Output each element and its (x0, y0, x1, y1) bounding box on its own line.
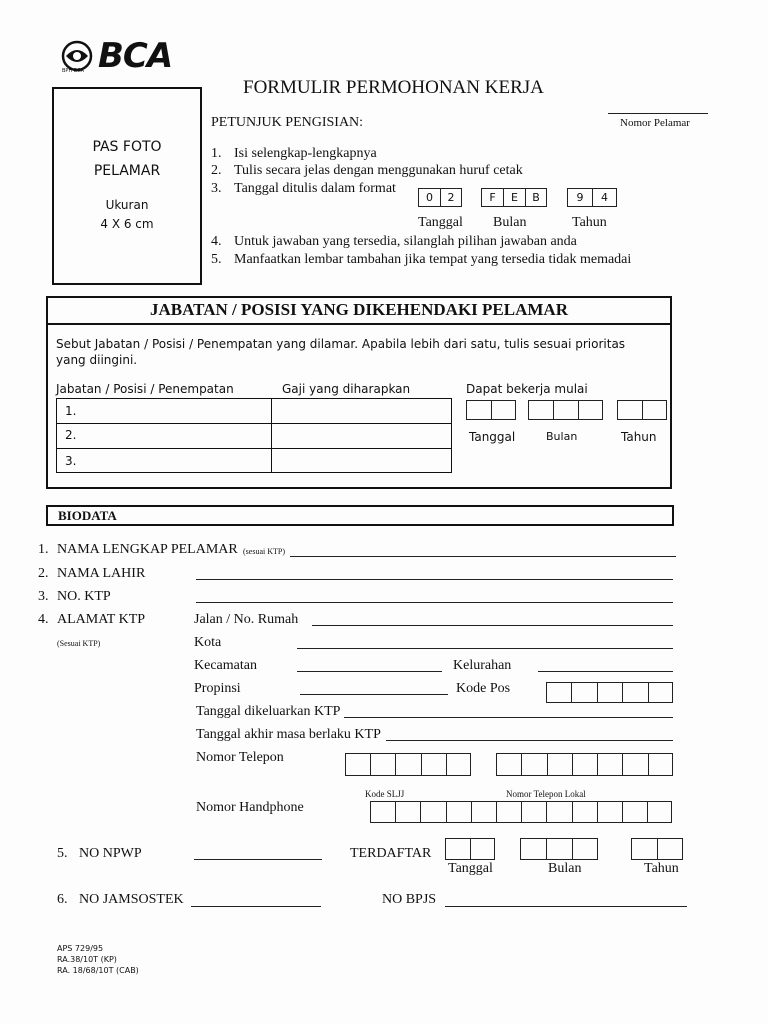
mobile-cell[interactable] (572, 801, 597, 823)
area-code-cell[interactable] (395, 753, 420, 776)
date-example-year-label: Tahun (572, 215, 607, 230)
postal-code-cell[interactable] (571, 682, 596, 703)
field-num-5: 5. (57, 846, 68, 861)
local-phone-cell[interactable] (648, 753, 673, 776)
postal-code-field[interactable] (546, 682, 673, 703)
registered-year-label: Tahun (644, 861, 679, 876)
field-num-1: 1. (38, 542, 49, 557)
table-row-num: 1. (65, 404, 77, 418)
local-phone-cell[interactable] (597, 753, 622, 776)
area-code-cell[interactable] (421, 753, 446, 776)
start-month-label: Bulan (546, 430, 578, 443)
full-name-note: (sesuai KTP) (243, 547, 285, 556)
registered-month-label: Bulan (548, 861, 582, 876)
field-num-4: 4. (38, 612, 49, 627)
district-label: Kecamatan (194, 658, 257, 673)
table-row-num: 2. (65, 428, 77, 442)
area-code-cell[interactable] (345, 753, 370, 776)
position-section-header (48, 298, 670, 325)
photo-size-value: 4 X 6 cm (100, 217, 154, 231)
birth-name-label: NAMA LAHIR (57, 566, 146, 581)
mobile-cell[interactable] (471, 801, 496, 823)
ktp-number-input[interactable] (196, 602, 673, 603)
full-name-label: NAMA LENGKAP PELAMAR (57, 542, 238, 557)
photo-label-2: PELAMAR (93, 163, 161, 179)
local-phone-field[interactable] (496, 753, 673, 776)
postal-code-cell[interactable] (597, 682, 622, 703)
position-section-title: JABATAN / POSISI YANG DIKEHENDAKI PELAMAR (150, 300, 568, 319)
instruction-num-4: 4. (211, 234, 222, 249)
start-month-cell[interactable] (528, 400, 553, 420)
position-section (46, 296, 672, 489)
date-example-year-cell: 9 (567, 188, 592, 207)
province-input[interactable] (300, 694, 448, 695)
date-example-day-label: Tanggal (418, 215, 463, 230)
date-example-year (567, 188, 617, 207)
ktp-issued-label: Tanggal dikeluarkan KTP (196, 704, 341, 719)
table-row-num: 3. (65, 454, 77, 468)
instruction-num-3: 3. (211, 181, 222, 196)
city-label: Kota (194, 635, 222, 650)
phone-label: Nomor Telepon (196, 750, 284, 765)
position-table (56, 398, 452, 473)
province-label: Propinsi (194, 681, 241, 696)
postal-code-cell[interactable] (648, 682, 673, 703)
date-example-month-cell: F (481, 188, 503, 207)
bca-logo-sub: BPH BCA (62, 68, 85, 74)
instruction-num-1: 1. (211, 146, 222, 161)
field-num-6: 6. (57, 892, 68, 907)
biodata-title: BIODATA (58, 508, 117, 523)
registered-day-label: Tanggal (448, 861, 493, 876)
table-row[interactable] (57, 399, 451, 424)
village-label: Kelurahan (453, 658, 512, 673)
date-example-day-cell: 0 (418, 188, 440, 207)
ktp-expiry-input[interactable] (386, 740, 673, 741)
mobile-cell[interactable] (546, 801, 571, 823)
start-month-cell[interactable] (578, 400, 603, 420)
registered-day-cell[interactable] (445, 838, 470, 860)
position-col-header: Jabatan / Posisi / Penempatan (56, 382, 234, 396)
mobile-cell[interactable] (446, 801, 471, 823)
bpjs-label: NO BPJS (382, 892, 437, 907)
start-date-label: Dapat bekerja mulai (466, 382, 588, 396)
applicant-number-label: Nomor Pelamar (620, 117, 690, 129)
field-num-2: 2. (38, 566, 49, 581)
bpjs-input[interactable] (445, 906, 687, 907)
instruction-num-2: 2. (211, 163, 222, 178)
npwp-input[interactable] (194, 859, 322, 860)
ktp-issued-input[interactable] (344, 717, 673, 718)
local-phone-cell[interactable] (572, 753, 597, 776)
date-example-day (418, 188, 462, 207)
mobile-label: Nomor Handphone (196, 800, 304, 815)
mobile-cell[interactable] (395, 801, 420, 823)
district-input[interactable] (297, 671, 442, 672)
ktp-address-label: ALAMAT KTP (57, 612, 146, 627)
start-month-field[interactable] (528, 400, 603, 420)
instruction-text-3: Tanggal ditulis dalam format (234, 181, 396, 196)
instruction-text-4: Untuk jawaban yang tersedia, silanglah pilihan jawaban anda (234, 234, 577, 249)
mobile-cell[interactable] (420, 801, 445, 823)
applicant-number-line[interactable] (608, 113, 708, 114)
area-code-label: Kode SLJJ (365, 789, 405, 799)
footer-code-3: RA. 18/68/10T (CAB) (57, 966, 139, 975)
date-example-day-cell: 2 (440, 188, 462, 207)
photo-box (52, 87, 202, 285)
field-num-3: 3. (38, 589, 49, 604)
registered-year-cell[interactable] (631, 838, 657, 860)
start-year-cell[interactable] (617, 400, 642, 420)
postal-code-cell[interactable] (546, 682, 571, 703)
ktp-address-note: (Sesuai KTP) (57, 639, 101, 648)
bca-logo (58, 36, 183, 76)
start-year-label: Tahun (621, 430, 657, 444)
npwp-label: NO NPWP (79, 846, 142, 861)
start-day-label: Tanggal (469, 430, 516, 444)
photo-label-1: PAS FOTO (92, 139, 162, 155)
registered-month-cell[interactable] (572, 838, 598, 860)
registered-year-cell[interactable] (657, 838, 683, 860)
footer-code-2: RA.38/10T (KP) (57, 955, 117, 964)
instruction-text-5: Manfaatkan lembar tambahan jika tempat yang tersedia tidak memadai (234, 252, 632, 267)
footer-code-1: APS 729/95 (57, 944, 104, 953)
local-phone-cell[interactable] (496, 753, 521, 776)
date-example-month-cell: E (503, 188, 525, 207)
mobile-cell[interactable] (622, 801, 647, 823)
street-label: Jalan / No. Rumah (194, 612, 299, 627)
ktp-expiry-label: Tanggal akhir masa berlaku KTP (196, 727, 381, 742)
registered-year-field[interactable] (631, 838, 683, 860)
instruction-text-2: Tulis secara jelas dengan menggunakan huruf cetak (234, 163, 523, 178)
area-code-field[interactable] (345, 753, 471, 776)
start-day-field[interactable] (466, 400, 516, 420)
registered-month-cell[interactable] (520, 838, 546, 860)
mobile-cell[interactable] (370, 801, 395, 823)
bca-logo-text: BCA (98, 36, 173, 76)
registered-month-cell[interactable] (546, 838, 572, 860)
full-name-input[interactable] (290, 556, 676, 557)
mobile-cell[interactable] (597, 801, 622, 823)
area-code-cell[interactable] (446, 753, 471, 776)
registered-day-field[interactable] (445, 838, 495, 860)
postal-label: Kode Pos (456, 681, 511, 696)
salary-col-header: Gaji yang diharapkan (282, 382, 411, 396)
instruction-text-1: Isi selengkap-lengkapnya (234, 146, 377, 161)
registered-label: TERDAFTAR (350, 846, 432, 861)
instruction-num-5: 5. (211, 252, 222, 267)
jamsostek-label: NO JAMSOSTEK (79, 892, 184, 907)
date-example-year-cell: 4 (592, 188, 617, 207)
instructions-heading: PETUNJUK PENGISIAN: (211, 115, 364, 130)
start-day-cell[interactable] (491, 400, 516, 420)
biodata-header (46, 505, 674, 526)
local-phone-cell[interactable] (521, 753, 546, 776)
photo-size-label: Ukuran (105, 198, 149, 212)
registered-month-field[interactable] (520, 838, 598, 860)
local-phone-label: Nomor Telepon Lokal (506, 789, 586, 799)
table-row[interactable] (57, 449, 451, 472)
date-example-month (481, 188, 547, 207)
mobile-cell[interactable] (647, 801, 672, 823)
village-input[interactable] (538, 671, 673, 672)
local-phone-cell[interactable] (622, 753, 647, 776)
local-phone-cell[interactable] (547, 753, 572, 776)
date-example-month-cell: B (525, 188, 547, 207)
position-description: Sebut Jabatan / Posisi / Penempatan yang dilamar. Apabila lebih dari satu, tulis sesuai prioritas yang diingini. (56, 337, 626, 367)
city-input[interactable] (297, 648, 673, 649)
jamsostek-input[interactable] (191, 906, 321, 907)
start-year-field[interactable] (617, 400, 667, 420)
date-example-month-label: Bulan (493, 215, 527, 230)
ktp-number-label: NO. KTP (57, 589, 111, 604)
table-row[interactable] (57, 424, 451, 449)
start-month-cell[interactable] (553, 400, 578, 420)
registered-day-cell[interactable] (470, 838, 495, 860)
area-code-cell[interactable] (370, 753, 395, 776)
street-input[interactable] (312, 625, 673, 626)
start-year-cell[interactable] (642, 400, 667, 420)
mobile-field[interactable] (370, 801, 672, 823)
mobile-cell[interactable] (521, 801, 546, 823)
start-day-cell[interactable] (466, 400, 491, 420)
page-title: FORMULIR PERMOHONAN KERJA (243, 77, 544, 98)
mobile-cell[interactable] (496, 801, 521, 823)
postal-code-cell[interactable] (622, 682, 647, 703)
birth-name-input[interactable] (196, 579, 673, 580)
